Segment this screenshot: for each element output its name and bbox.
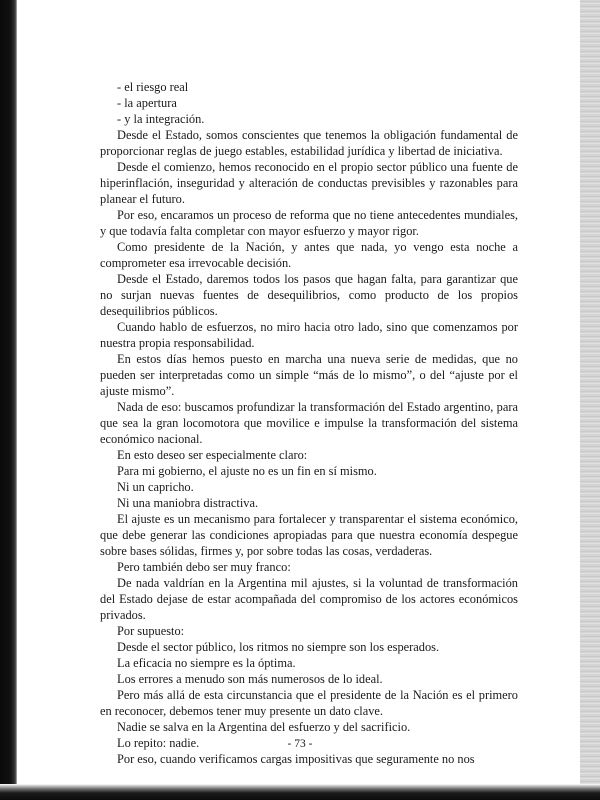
paragraph: Desde el comienzo, hemos reconocido en el propio sector público una fuente de hiperinflación, inseguridad y alteración de conductas previsibles y razonables para planear el futuro. (100, 160, 518, 206)
paragraph: Ni una maniobra distractiva. (117, 496, 259, 510)
paragraph: Los errores a menudo son más numerosos de lo ideal. (117, 672, 383, 686)
scan-left-shadow (0, 0, 17, 800)
scan-right-edge (580, 0, 600, 800)
paragraph: Como presidente de la Nación, y antes que nada, yo vengo esta noche a comprometer esa irrevocable decisión. (100, 240, 518, 270)
page-number: - 73 - (287, 738, 313, 750)
paragraph: En estos días hemos puesto en marcha una nueva serie de medidas, que no pueden ser interpretadas como un simple “más de lo mismo”, o del “ajuste por el ajuste mismo”. (100, 352, 518, 398)
paragraph: Nadie se salva en la Argentina del esfuerzo y del sacrificio. (117, 720, 411, 734)
paragraph: Por supuesto: (117, 624, 185, 638)
paragraph: Pero también debo ser muy franco: (117, 560, 291, 574)
list-item: - y la integración. (117, 112, 205, 126)
paragraph: Por eso, cuando verificamos cargas impositivas que seguramente no nos (117, 752, 475, 766)
paragraph: Pero más allá de esta circunstancia que el presidente de la Nación es el primero en reconocer, debemos tener muy presente un dato clave. (100, 688, 518, 718)
paragraph: Desde el Estado, somos conscientes que tenemos la obligación fundamental de proporcionar reglas de juego estables, estabilidad jurídica y libertad de iniciativa. (100, 128, 518, 158)
list-item: - la apertura (117, 96, 177, 110)
paragraph: La eficacia no siempre es la óptima. (117, 656, 296, 670)
paragraph: De nada valdrían en la Argentina mil ajustes, si la voluntad de transformación del Estado dejase de estar acompañada del compromiso de los actores económicos privados. (100, 576, 518, 622)
paragraph: Por eso, encaramos un proceso de reforma que no tiene antecedentes mundiales, y que todavía falta completar con mayor esfuerzo y mayor rigor. (100, 208, 518, 238)
paragraph: Cuando hablo de esfuerzos, no miro hacia otro lado, sino que comenzamos por nuestra propia responsabilidad. (100, 320, 518, 350)
paragraph: En esto deseo ser especialmente claro: (117, 448, 308, 462)
paragraph: El ajuste es un mecanismo para fortalecer y transparentar el sistema económico, que debe generar las condiciones apropiadas para que nuestra economía despegue sobre bases sólidas, firmes y, por sobre todas las cosas, verdaderas. (100, 512, 518, 558)
paragraph: Ni un capricho. (117, 480, 194, 494)
paragraph: Desde el sector público, los ritmos no siempre son los esperados. (117, 640, 440, 654)
paragraph: Lo repito: nadie. (117, 736, 200, 750)
scan-bottom-shadow (0, 784, 600, 800)
paragraph: Desde el Estado, daremos todos los pasos que hagan falta, para garantizar que no surjan nuevas fuentes de desequilibrios, como producto de los propios desequilibrios públicos. (100, 272, 518, 318)
list-item: - el riesgo real (117, 80, 189, 94)
paragraph: Nada de eso: buscamos profundizar la transformación del Estado argentino, para que sea la gran locomotora que movilice e impulse la transformación del sistema económico nacional. (100, 400, 518, 446)
paragraph: Para mi gobierno, el ajuste no es un fin en sí mismo. (117, 464, 377, 478)
document-body (100, 79, 518, 767)
